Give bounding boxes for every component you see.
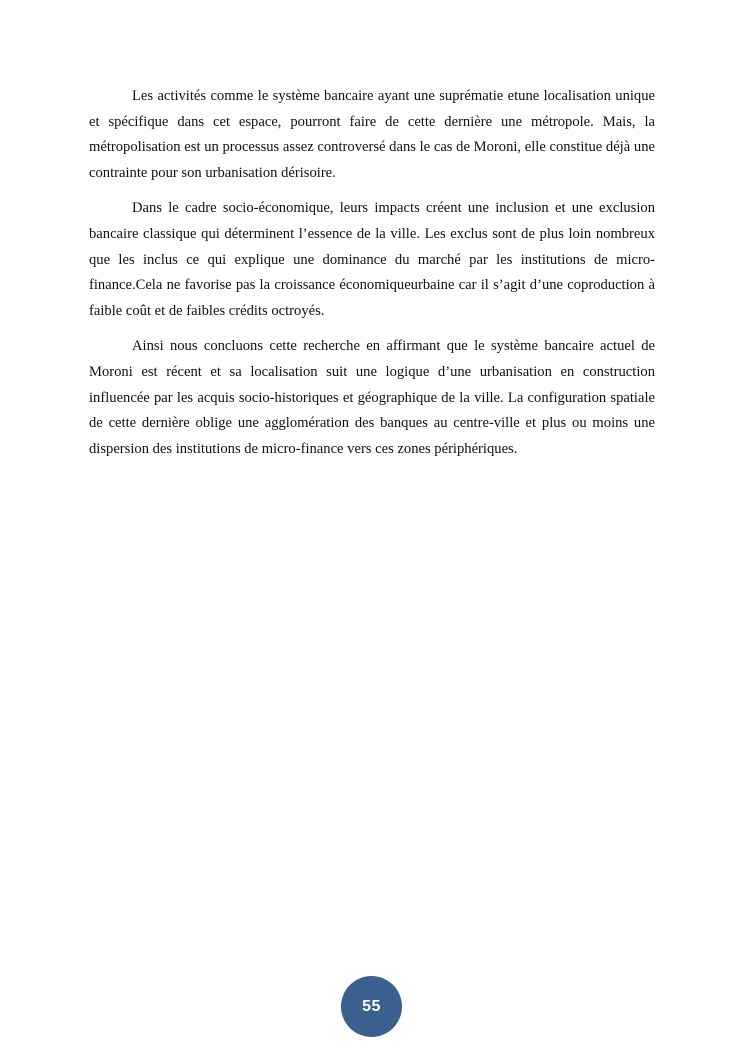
page-number-badge xyxy=(341,976,402,1037)
page-number: 55 xyxy=(362,997,381,1015)
paragraph-3: Ainsi nous concluons cette recherche en affirmant que le système bancaire actuel de Moroni est récent et sa localisation suit une logique d’une urbanisation en construction influencée par les acquis socio-historiques et géographique de la ville. La configuration spatiale de cette dernière oblige une agglomération des banques au centre-ville et plus ou moins une dispersion des institutions de micro-finance vers ces zones périphériques. xyxy=(89,338,655,457)
document-body xyxy=(89,84,655,472)
paragraph-2: Dans le cadre socio-économique, leurs impacts créent une inclusion et une exclusion bancaire classique qui déterminent l’essence de la ville. Les exclus sont de plus loin nombreux que les inclus ce qui explique une dominance du marché par les institutions de micro-finance.Cela ne favorise pas la croissance économiqueurbaine car il s’agit d’une coproduction à faible coût et de faibles crédits octroyés. xyxy=(89,200,655,319)
paragraph-1: Les activités comme le système bancaire ayant une suprématie etune localisation unique et spécifique dans cet espace, pourront faire de cette dernière une métropole. Mais, la métropolisation est un processus assez controversé dans le cas de Moroni, elle constitue déjà une contrainte pour son urbanisation dérisoire. xyxy=(89,88,655,181)
